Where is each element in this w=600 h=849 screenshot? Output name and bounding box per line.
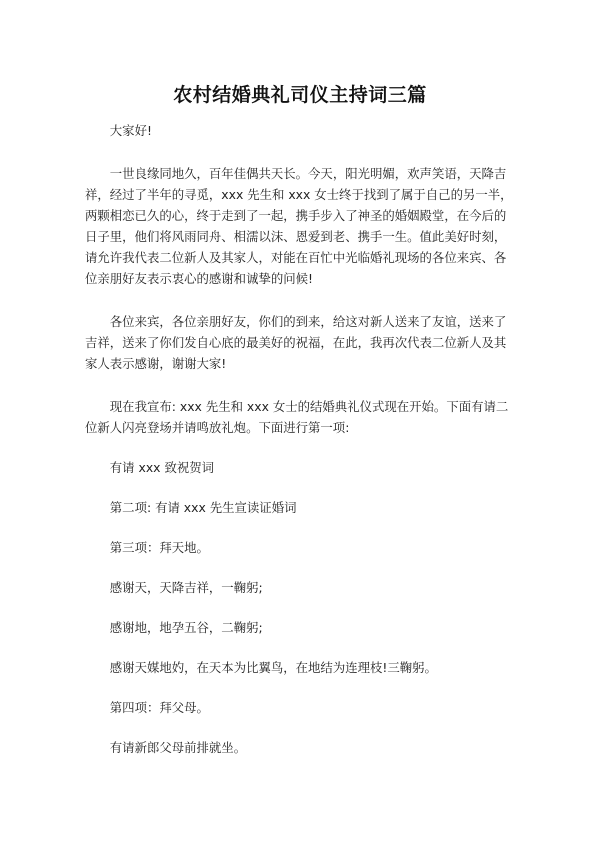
program-item: 第二项: 有请 xxx 先生宣读证婚词: [109, 500, 297, 515]
announcement-paragraph: 现在我宣布: xxx 先生和 xxx 女士的结婚典礼仪式现在开始。下面有请二位新人闪亮登场并请鸣放礼炮。下面进行第一项:: [85, 399, 509, 435]
greeting-paragraph: 大家好!: [109, 123, 152, 138]
program-item: 感谢天媒地妁，在天本为比翼鸟，在地结为连理枝!三鞠躬。: [109, 660, 437, 675]
document-body: [85, 120, 517, 758]
program-item: 有请 xxx 致祝贺词: [109, 460, 215, 475]
document-title: 农村结婚典礼司仪主持词三篇: [173, 84, 427, 106]
opening-paragraph: 一世良缘同地久，百年佳偶共天长。今天，阳光明媚，欢声笑语，天降吉祥，经过了半年的寻觅，xxx 先生和 xxx 女士终于找到了属于自己的另一半，两颗相恋已久的心，终于走到了一起，携手步入了神圣的婚姻殿堂，在今后的日子里，他们将风雨同舟、相濡以沫、恩爱到老、携手一生。值此美好时刻，请允许我代表二位新人及其家人，对能在百忙中光临婚礼现场的各位来宾、各位亲朋好友表示衷心的感谢和诚挚的问候!: [85, 166, 513, 286]
program-item: 第三项：拜天地。: [109, 540, 209, 555]
program-item: 感谢地，地孕五谷，二鞠躬;: [109, 620, 263, 635]
program-item: 有请新郎父母前排就坐。: [109, 740, 247, 755]
thanks-paragraph: 各位来宾，各位亲朋好友，你们的到来，给这对新人送来了友谊，送来了吉祥，送来了你们发自心底的最美好的祝福，在此，我再次代表二位新人及其家人表示感谢，谢谢大家!: [85, 314, 507, 371]
program-item: 感谢天，天降吉祥，一鞠躬;: [109, 580, 263, 595]
program-item: 第四项：拜父母。: [109, 700, 209, 715]
